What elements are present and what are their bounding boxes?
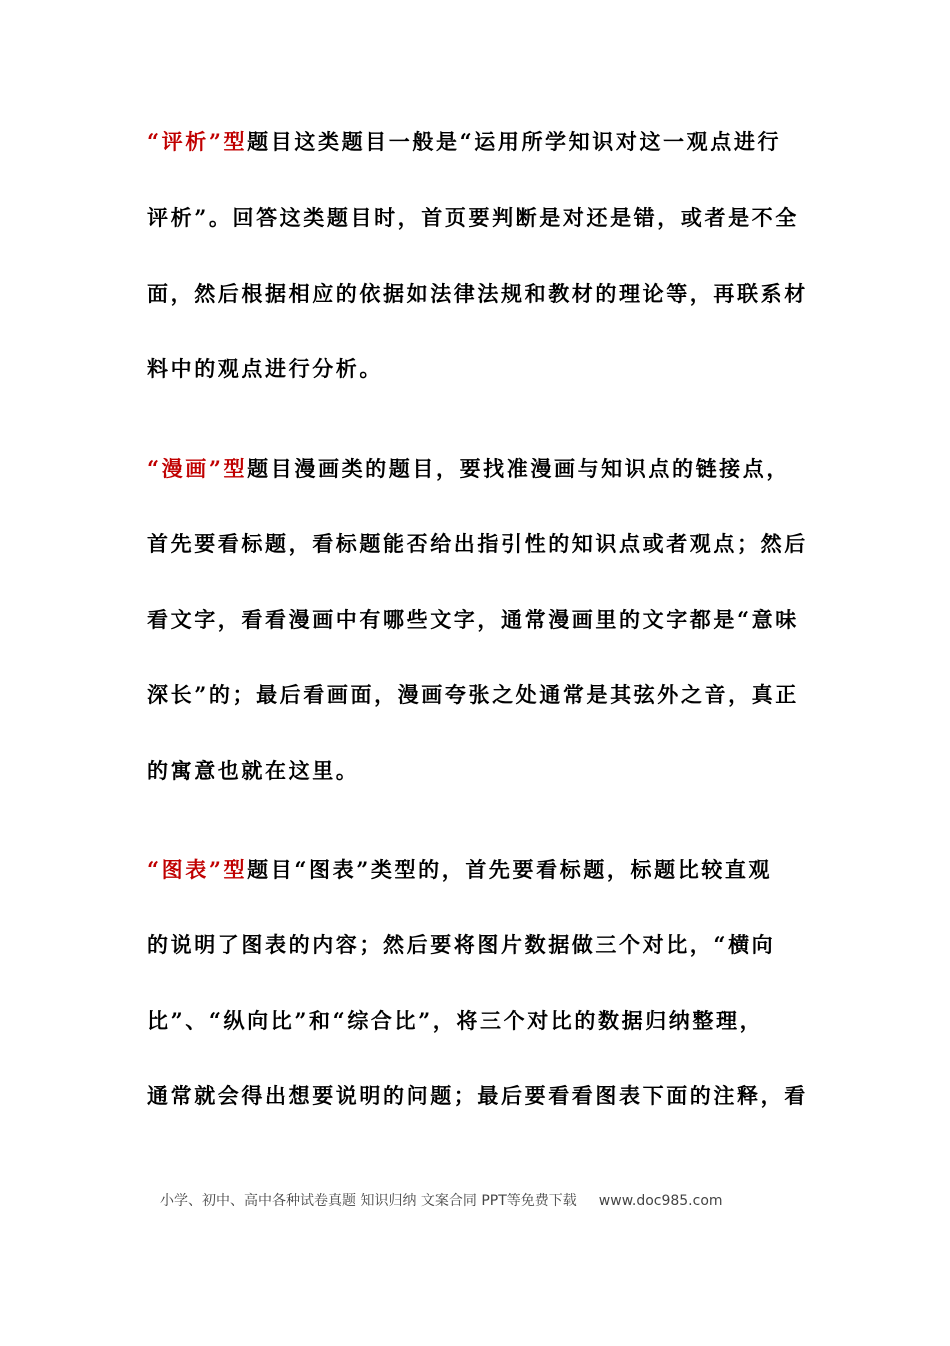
section-2-line-2: 首先要看标题，看标题能否给出指引性的知识点或者观点；然后 xyxy=(147,531,808,556)
section-2-line-5: 的寓意也就在这里。 xyxy=(147,758,360,783)
section-1-line-3: 面，然后根据相应的依据如法律法规和教材的理论等，再联系材 xyxy=(147,281,808,306)
section-1-text: 题目这类题目一般是“运用所学知识对这一观点进行 xyxy=(247,129,782,154)
section-3-text: 题目“图表”类型的，首先要看标题，标题比较直观 xyxy=(247,857,773,882)
footer-url-link[interactable]: www.doc985.com xyxy=(598,1193,723,1209)
section-3-line-3: 比”、“纵向比”和“综合比”，将三个对比的数据归纳整理， xyxy=(147,1008,764,1033)
section-2-line-3: 看文字，看看漫画中有哪些文字，通常漫画里的文字都是“意味 xyxy=(147,607,799,632)
page-footer xyxy=(160,1190,723,1210)
section-2-heading: “漫画”型 xyxy=(147,456,248,481)
footer-text: 小学、初中、高中各种试卷真题 知识归纳 文案合同 PPT等免费下载 xyxy=(160,1193,577,1209)
section-1-line-2: 评析”。回答这类题目时，首页要判断是对还是错，或者是不全 xyxy=(147,205,799,230)
section-1-heading: “评析”型 xyxy=(147,129,248,154)
section-2-text: 题目漫画类的题目，要找准漫画与知识点的链接点， xyxy=(247,456,790,481)
section-3-line-1 xyxy=(147,856,807,884)
section-3-line-2: 的说明了图表的内容；然后要将图片数据做三个对比，“横向 xyxy=(147,932,776,957)
section-1-line-1 xyxy=(147,128,807,156)
section-3-line-4: 通常就会得出想要说明的问题；最后要看看图表下面的注释，看 xyxy=(147,1083,808,1108)
section-1-line-4: 料中的观点进行分析。 xyxy=(147,356,383,381)
section-2-line-4: 深长”的；最后看画面，漫画夸张之处通常是其弦外之音，真正 xyxy=(147,682,799,707)
section-2-line-1 xyxy=(147,455,807,483)
section-3-heading: “图表”型 xyxy=(147,857,248,882)
